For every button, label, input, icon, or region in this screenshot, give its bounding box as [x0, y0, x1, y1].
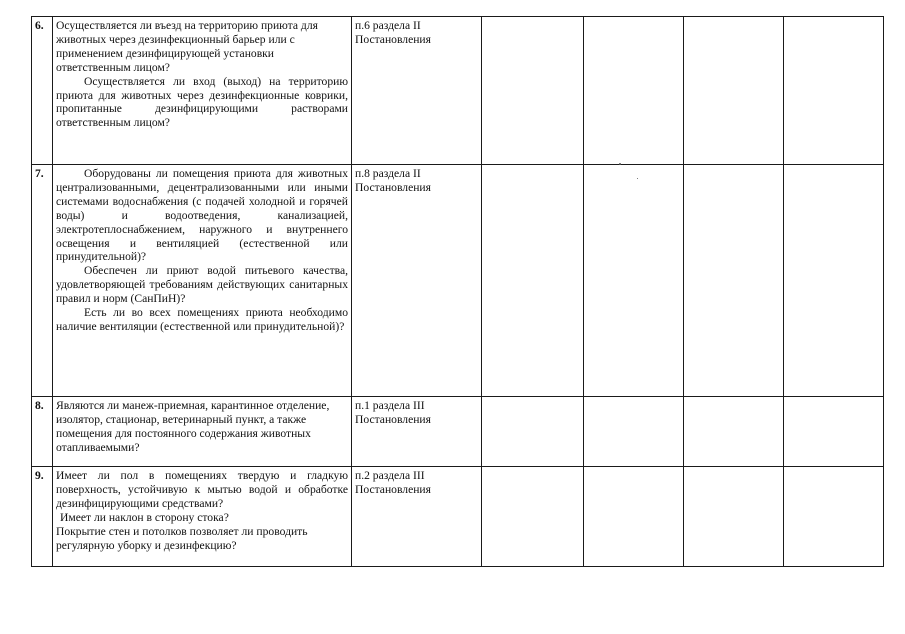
question-cell — [53, 165, 352, 397]
reference-cell: п.1 раздела III Постановления — [352, 397, 482, 467]
question-text: Являются ли манеж-приемная, карантинное отделение, изолятор, стационар, ветеринарный пункт, а также помещения для постоянного содержания животных отапливаемыми? — [56, 399, 330, 454]
answer-cell — [684, 397, 784, 467]
row-number: 7. — [32, 165, 53, 397]
answer-cell — [784, 397, 884, 467]
reference-cell: п.2 раздела III Постановления — [352, 467, 482, 567]
answer-cell — [784, 17, 884, 165]
answer-cell — [784, 165, 884, 397]
answer-cell — [584, 17, 684, 165]
answer-cell — [482, 17, 584, 165]
question-cell — [53, 467, 352, 567]
question-text: Осуществляется ли въезд на территорию приюта для животных через дезинфекционный барьер или с применением дезинфицирующей установки ответственным лицом? — [56, 19, 318, 74]
row-number: 8. — [32, 397, 53, 467]
reference-cell: п.6 раздела II Постановления — [352, 17, 482, 165]
answer-cell — [684, 17, 784, 165]
scan-speck — [619, 163, 621, 165]
answer-cell — [584, 165, 684, 397]
row-number: 9. — [32, 467, 53, 567]
answer-cell — [482, 467, 584, 567]
table-row — [32, 467, 884, 567]
answer-cell — [784, 467, 884, 567]
answer-cell — [482, 397, 584, 467]
question-text: Имеет ли наклон в сторону стока? — [60, 510, 229, 524]
answer-cell — [684, 165, 784, 397]
checklist-table — [31, 16, 884, 567]
answer-cell — [482, 165, 584, 397]
answer-cell — [584, 467, 684, 567]
question-cell — [53, 17, 352, 165]
answer-cell — [684, 467, 784, 567]
question-text: Осуществляется ли вход (выход) на территорию приюта для животных через дезинфекционные коврики, пропитанные дезинфицирующими растворами ответственным лицом? — [56, 74, 348, 130]
question-text: Покрытие стен и потолков позволяет ли проводить регулярную уборку и дезинфекцию? — [56, 524, 308, 552]
table-row — [32, 17, 884, 165]
question-cell — [53, 397, 352, 467]
table-row — [32, 397, 884, 467]
question-text: Есть ли во всех помещениях приюта необходимо наличие вентиляции (естественной или принудительной)? — [56, 306, 348, 333]
scan-speck — [637, 178, 638, 179]
row-number: 6. — [32, 17, 53, 165]
question-text: Обеспечен ли приют водой питьевого качества, удовлетворяющей требованиям действующих санитарных правил и норм (СанПиН)? — [56, 264, 348, 306]
reference-cell: п.8 раздела II Постановления — [352, 165, 482, 397]
answer-cell — [584, 397, 684, 467]
table-row — [32, 165, 884, 397]
question-text: Оборудованы ли помещения приюта для животных централизованными, децентрализованными или иными системами водоснабжения (с подачей холодной и горячей воды) и водоотведения, канализацией, электротеплоснабжением, наружного и внутреннего освещения и вентиляцией (естественной или принудительной)? — [56, 167, 348, 264]
question-text: Имеет ли пол в помещениях твердую и гладкую поверхность, устойчивую к мытью водой и обработке дезинфицирующими средствами? — [56, 469, 348, 510]
